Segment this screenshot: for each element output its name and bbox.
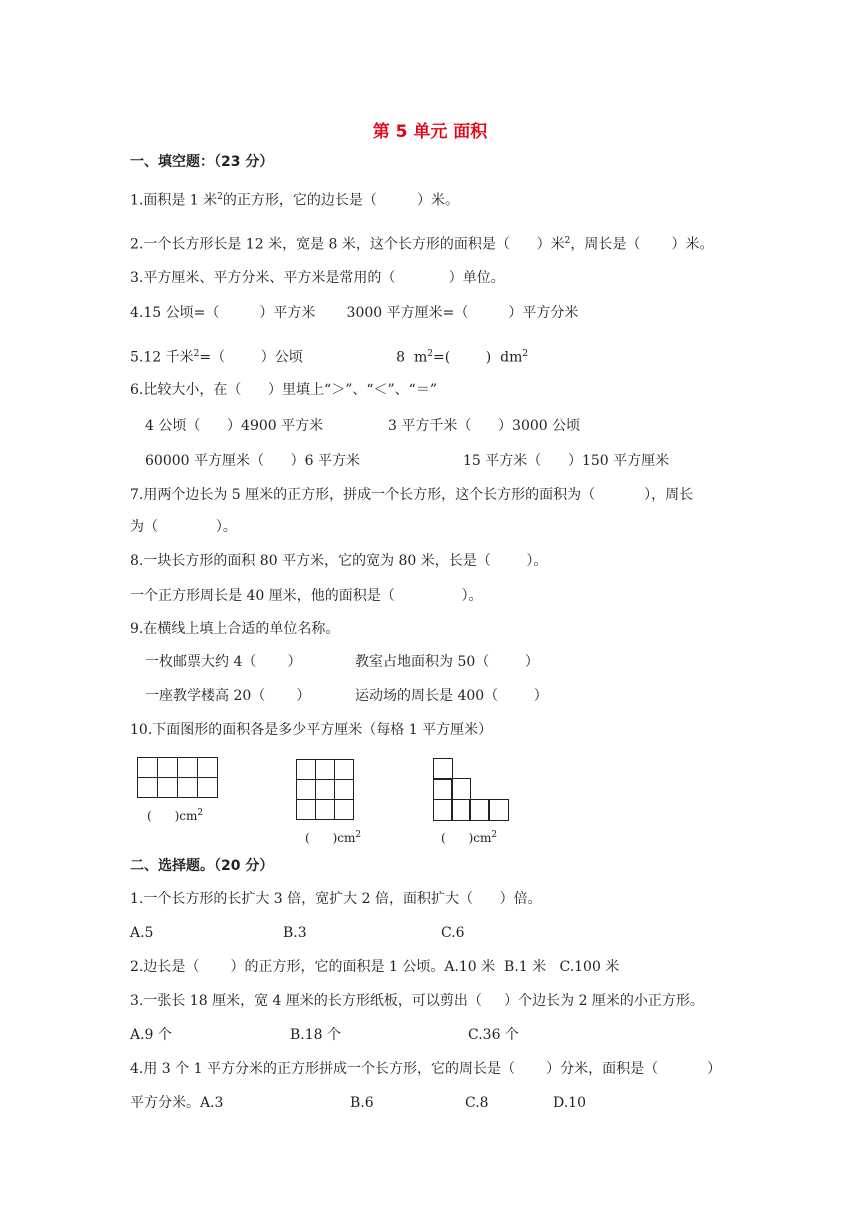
question-8-line-1: 8.一块长方形的面积 80 平方米，它的宽为 80 米，长是（ ）。 xyxy=(130,553,548,569)
figure-grid-2 xyxy=(296,759,354,820)
question-6-item-d: 15 平方米（ ）150 平方厘米 xyxy=(463,453,670,469)
page-title: 第 5 单元 面积 xyxy=(372,122,488,142)
section-multiple-choice: 二、选择题。（20 分） xyxy=(130,858,274,874)
question-6-item-a: 4 公顷（ ）4900 平方米 xyxy=(145,418,324,434)
choice-4-option-d: D.10 xyxy=(553,1095,586,1111)
choice-4-option-c: C.8 xyxy=(465,1095,489,1111)
choice-1-option-b: B.3 xyxy=(283,925,307,941)
choice-3-option-a: A.9 个 xyxy=(130,1027,172,1043)
figure-1-label: ( )$cm^2$ xyxy=(147,808,204,823)
figure-2-label: ( )$cm^2$ xyxy=(305,830,362,845)
question-10: 10.下面图形的面积各是多少平方厘米（每格 1 平方厘米） xyxy=(130,722,493,738)
question-6-item-b: 3 平方千米（ ）3000 公顷 xyxy=(388,418,581,434)
question-2: 2.一个长方形长是 12 米，宽是 8 米，这个长方形的面积是（ ）米$^2$，周长是（ ）米。 xyxy=(130,236,714,253)
choice-4-line-1: 4.用 3 个 1 平方分米的正方形拼成一个长方形，它的周长是（ ）分米，面积是（ ） xyxy=(130,1061,722,1077)
choice-2: 2.边长是（ ）的正方形，它的面积是 1 公顷。A.10 米 B.1 米 C.100 米 xyxy=(130,959,620,975)
question-7-line-2: 为（ ）。 xyxy=(130,519,237,535)
question-9-item-a: 一枚邮票大约 4（ ） xyxy=(145,654,302,670)
choice-1-option-c: C.6 xyxy=(441,925,465,941)
question-3: 3.平方厘米、平方分米、平方米是常用的（ ）单位。 xyxy=(130,270,505,286)
figure-3-label: ( )$cm^2$ xyxy=(441,830,498,845)
figure-grid-1 xyxy=(137,757,218,798)
question-9-item-b: 教室占地面积为 50（ ） xyxy=(355,654,539,670)
question-5: 5.12 千米$^2$=（ ）公顷 8 $m^2=$( ) $dm^2$ xyxy=(130,349,529,366)
question-1: 1.面积是 1 米$^2$的正方形，它的边长是（ ）米。 xyxy=(130,192,459,209)
choice-1: 1.一个长方形的长扩大 3 倍，宽扩大 2 倍，面积扩大（ ）倍。 xyxy=(130,891,542,907)
question-9-item-c: 一座教学楼高 20（ ） xyxy=(145,688,311,704)
question-4: 4.15 公顷=（ ）平方米 3000 平方厘米=（ ）平方分米 xyxy=(130,305,579,321)
section-fill-blank: 一、填空题：（23 分） xyxy=(130,154,274,170)
choice-4-option-b: B.6 xyxy=(350,1095,374,1111)
question-6-item-c: 60000 平方厘米（ ）6 平方米 xyxy=(145,453,361,469)
choice-3-option-c: C.36 个 xyxy=(468,1027,519,1043)
choice-1-option-a: A.5 xyxy=(130,925,154,941)
choice-3: 3.一张长 18 厘米，宽 4 厘米的长方形纸板，可以剪出（ ）个边长为 2 厘米的小正方形。 xyxy=(130,993,704,1009)
question-9: 9.在横线上填上合适的单位名称。 xyxy=(130,621,340,637)
question-8-line-2: 一个正方形周长是 40 厘米，他的面积是（ ）。 xyxy=(130,588,483,604)
choice-3-option-b: B.18 个 xyxy=(290,1027,342,1043)
question-6: 6.比较大小，在（ ）里填上“＞”、“＜”、“＝” xyxy=(130,382,438,398)
choice-4-option-a: 平方分米。A.3 xyxy=(130,1095,224,1111)
question-9-item-d: 运动场的周长是 400（ ） xyxy=(355,688,548,704)
question-7-line-1: 7.用两个边长为 5 厘米的正方形，拼成一个长方形，这个长方形的面积为（ ），周长 xyxy=(130,487,694,503)
